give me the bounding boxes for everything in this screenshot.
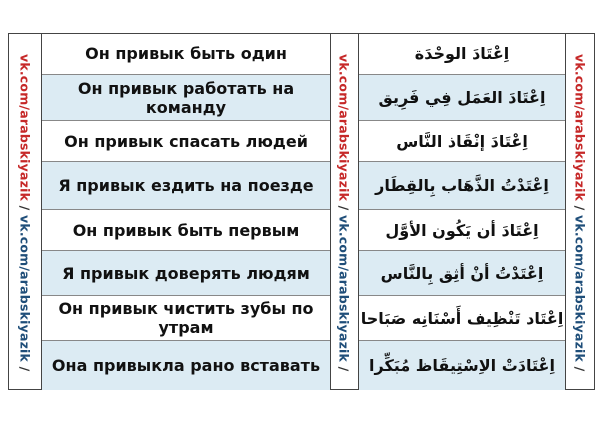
ar-phrase: اِعْتَاد تَنْظِيف أَسْنَانِه صَبَاحا — [359, 296, 565, 341]
ar-phrase: اِعْتَادَ الوحْدَة — [359, 33, 565, 75]
watermark-prefix: vk.com/ — [17, 53, 33, 110]
ar-phrase: اِعْتَادَتْ الاِسْتِيقَاظ مُبَكِّرا — [359, 341, 565, 390]
ru-phrase: Он привык работать на команду — [42, 75, 330, 121]
watermark-separator: / — [336, 361, 352, 372]
ru-phrase: Я привык доверять людям — [42, 251, 330, 296]
ru-phrase: Он привык чистить зубы по утрам — [42, 296, 330, 341]
russian-column — [42, 33, 330, 390]
watermark-name: arabskiyazik — [17, 270, 33, 362]
watermark-separator: / — [17, 200, 33, 215]
ar-phrase: اِعْتَادَ العَمَل فِي فَرِيق — [359, 75, 565, 121]
ru-phrase: Я привык ездить на поезде — [42, 162, 330, 210]
ar-phrase: اِعْتَادَ أن يَكُون الأوَّل — [359, 210, 565, 251]
side-watermark-middle — [333, 40, 355, 385]
watermark-prefix: vk.com/ — [336, 53, 352, 110]
side-watermark-left — [14, 40, 36, 385]
watermark-name: arabskiyazik — [17, 110, 33, 201]
watermark-separator: / — [17, 361, 33, 372]
ru-phrase: Он привык быть первым — [42, 210, 330, 251]
watermark-prefix: vk.com/ — [572, 53, 588, 110]
ru-phrase: Он привык быть один — [42, 33, 330, 75]
watermark-prefix: vk.com/ — [17, 214, 33, 271]
watermark-name: arabskiyazik — [572, 110, 588, 201]
divider — [565, 33, 566, 390]
watermark-separator: / — [572, 200, 588, 215]
arabic-column — [359, 33, 565, 390]
watermark-name: arabskiyazik — [572, 270, 588, 362]
ru-phrase: Он привык спасать людей — [42, 121, 330, 162]
side-watermark-right — [569, 40, 591, 385]
ar-phrase: اِعْتَادَ إنْقَاذ النَّاس — [359, 121, 565, 162]
divider — [330, 33, 331, 390]
watermark-name: arabskiyazik — [336, 270, 352, 362]
watermark-prefix: vk.com/ — [572, 214, 588, 271]
ar-phrase: اِعْتَدْتُ الذَّهَاب بِالقِطَار — [359, 162, 565, 210]
watermark-separator: / — [572, 361, 588, 372]
ar-phrase: اِعْتَدْتُ أنْ أثِق بِالنَّاس — [359, 251, 565, 296]
ru-phrase: Она привыкла рано вставать — [42, 341, 330, 390]
watermark-separator: / — [336, 200, 352, 215]
watermark-name: arabskiyazik — [336, 110, 352, 201]
watermark-prefix: vk.com/ — [336, 214, 352, 271]
